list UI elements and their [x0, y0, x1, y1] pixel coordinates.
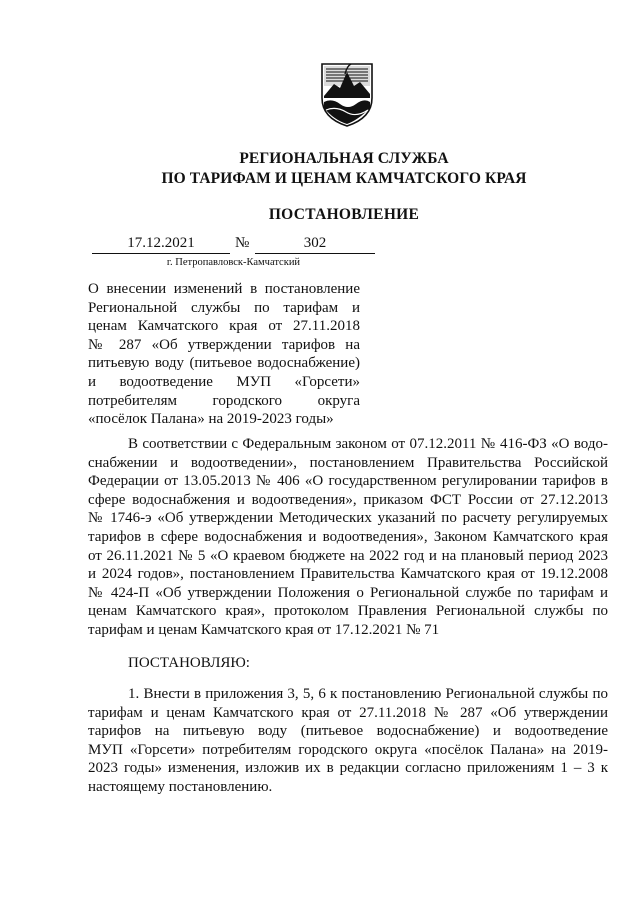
clause-line: 1. Внести в приложения 3, 5, 6 к постановлению Региональной службы по	[128, 686, 608, 702]
preamble-line: Федерации от 13.05.2013 № 406 «О государственном регулировании тарифов в	[88, 473, 608, 490]
preamble-line: № 424-П «Об утверждении Положения о Региональной службе по тарифам и	[88, 584, 608, 601]
document-type: ПОСТАНОВЛЕНИЕ	[268, 206, 420, 223]
city-name: г. Петропавловск-Камчатский	[166, 257, 301, 268]
preamble-line: сфере водоснабжения и водоотведения», приказом ФСТ России от 27.12.2013	[88, 491, 608, 508]
subject-line: Региональной службы по тарифам и	[88, 299, 360, 316]
clause-1-paragraph	[88, 685, 608, 797]
resolve-heading: ПОСТАНОВЛЯЮ:	[128, 655, 250, 671]
decree-subject	[88, 280, 360, 429]
preamble-line: В соответствии с Федеральным законом от 07.12.2011 № 416-ФЗ «О водо-	[128, 436, 608, 452]
subject-line: питьевую воду (питьевое водоснабжение)	[88, 355, 360, 372]
clause-line: тарифам и ценам Камчатского края от 27.11.2018 № 287 «Об утверждении	[88, 704, 608, 721]
preamble-line: от 26.11.2021 № 5 «О краевом бюджете на 2022 год и на плановый период 2023	[88, 547, 608, 564]
clause-line: МУП «Горсети» потребителям городского округа «посёлок Палана» на 2019-	[88, 741, 608, 758]
preamble-line: ценам Камчатского края», протоколом Правления Региональной службы по	[88, 603, 608, 620]
preamble-line: снабжении и водоотведении», постановлением Правительства Российской	[88, 454, 608, 471]
subject-line: № 287 «Об утверждении тарифов на	[88, 336, 360, 353]
preamble-line: тарифам и ценам Камчатского края от 17.12.2021 № 71	[88, 621, 440, 638]
subject-line: «посёлок Палана» на 2019-2023 годы»	[88, 411, 334, 428]
number-sign: №	[235, 235, 250, 251]
preamble-line: и 2024 годов», постановлением Правительства Камчатского края от 19.12.2008	[88, 566, 608, 583]
preamble-line: № 1746-э «Об утверждении Методических указаний по расчету регулируемых	[88, 510, 608, 527]
org-name-line2: ПО ТАРИФАМ И ЦЕНАМ КАМЧАТСКОГО КРАЯ	[161, 170, 527, 187]
preamble-line: тарифов в сфере водоснабжения и водоотведения», Законом Камчатского края	[88, 528, 608, 545]
subject-line: и водоотведение МУП «Горсети»	[88, 373, 360, 390]
coat-of-arms-icon	[318, 58, 376, 128]
clause-line: тарифов на питьевую воду (питьевое водоснабжение) и водоотведение	[88, 723, 608, 740]
decree-date: 17.12.2021	[92, 235, 230, 254]
subject-line: ценам Камчатского края от 27.11.2018	[88, 318, 360, 335]
preamble-paragraph	[88, 435, 608, 640]
clause-line: 2023 годы» изменения, изложив их в редакции согласно приложениям 1 – 3 к	[88, 760, 608, 777]
clause-line: настоящему постановлению.	[88, 778, 273, 795]
subject-line: потребителям городского округа	[88, 392, 360, 409]
subject-line: О внесении изменений в постановление	[88, 281, 360, 297]
org-name-line1: РЕГИОНАЛЬНАЯ СЛУЖБА	[239, 150, 449, 167]
decree-number: 302	[255, 235, 375, 254]
